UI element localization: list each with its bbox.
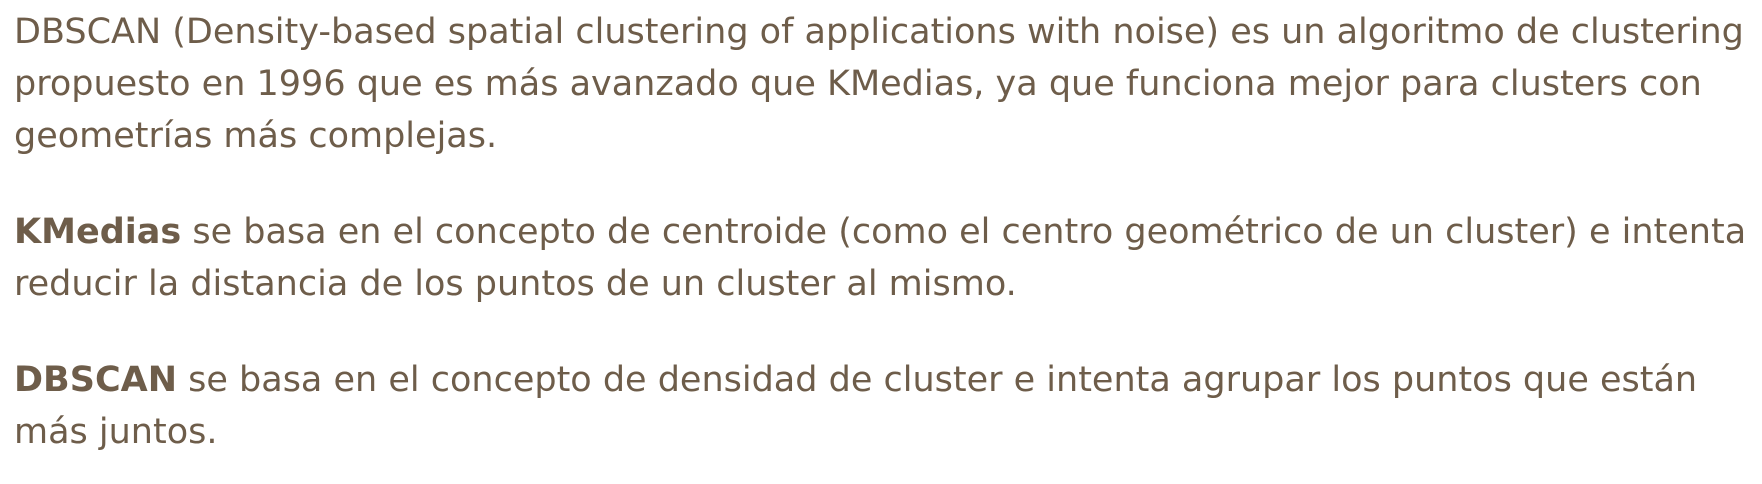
term-kmedias: KMedias [14, 212, 182, 252]
paragraph-text: se basa en el concepto de densidad de cluster e intenta agrupar los puntos que están más juntos. [14, 360, 1698, 452]
document-body [14, 6, 1754, 458]
paragraph-text: se basa en el concepto de centroide (como el centro geométrico de un cluster) e intenta reducir la distancia de los puntos de un cluster al mismo. [14, 212, 1747, 304]
paragraph-text: DBSCAN (Density-based spatial clustering of applications with noise) es un algoritmo de clustering propuesto en 1996 que es más avanzado que KMedias, ya que funciona mejor para clusters con geometrías más complejas. [14, 12, 1744, 156]
paragraph-dbscan [14, 354, 1754, 458]
paragraph-dbscan-intro [14, 6, 1754, 162]
paragraph-kmedias [14, 206, 1754, 310]
term-dbscan: DBSCAN [14, 360, 178, 400]
